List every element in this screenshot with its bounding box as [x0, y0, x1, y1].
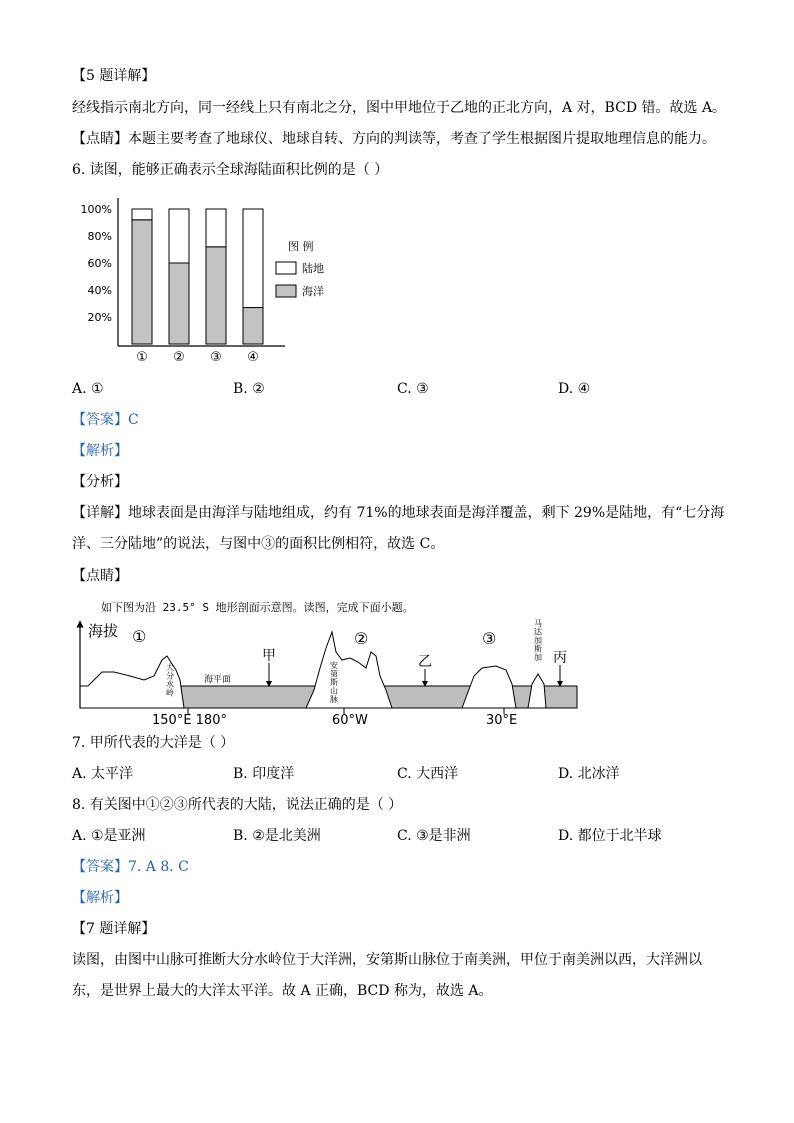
y-tick-label: 20% [87, 311, 112, 324]
range-label-great-dividing: 大分水岭 [166, 663, 174, 698]
q6-detail-line1: 【详解】地球表面是由海洋与陆地组成，约有 71%的地球表面是海洋覆盖，剩下 29%是陆地，有“七分海 [72, 505, 725, 521]
q8-answer: 【答案】7. A 8. C [72, 859, 189, 875]
category-label: ④ [247, 350, 259, 365]
q6-detail-line2: 洋、三分陆地”的说法，与图中③的面积比例相符，故选 C。 [72, 536, 445, 552]
q8-option-a[interactable]: A. ①是亚洲 [72, 828, 146, 844]
label-jia: 甲 [262, 648, 276, 664]
label-madagascar: 马达加斯加 [534, 619, 542, 662]
category-label: ③ [210, 350, 222, 365]
tick-label-60w: 60°W [332, 713, 368, 726]
q7-option-c[interactable]: C. 大西洋 [397, 766, 459, 782]
legend-swatch-land [276, 262, 296, 274]
continent-2-south-america [306, 632, 392, 708]
ocean-land-bar-chart [72, 196, 342, 368]
tick-label-150e-180: 150°E 180° [152, 713, 227, 726]
tick-label-30e: 30°E [486, 713, 518, 726]
q8-option-c[interactable]: C. ③是非洲 [397, 828, 471, 844]
q8-jiexi: 【解析】 [72, 890, 128, 906]
profile-label-2: ② [354, 629, 369, 648]
q6-option-a[interactable]: A. ① [72, 381, 104, 397]
category-label: ② [173, 350, 185, 365]
legend-label-ocean: 海洋 [302, 285, 324, 298]
profile-label-1: ① [132, 627, 147, 646]
terrain-profile-diagram [70, 614, 590, 726]
y-tick-label: 80% [87, 230, 112, 243]
bar-land-3 [206, 209, 226, 247]
y-tick-label: 100% [80, 203, 112, 216]
madagascar-island [528, 674, 546, 708]
label-yi: 乙 [418, 654, 432, 670]
profile-ylabel: 海拔 [88, 622, 119, 640]
q6-option-d[interactable]: D. ④ [558, 381, 591, 397]
q6-jiexi: 【解析】 [72, 443, 128, 459]
sec7-heading: 【7 题详解】 [72, 921, 156, 937]
profile-caption: 如下图为沿 23.5° S 地形剖面示意图。读图，完成下面小题。 [101, 601, 414, 614]
q6-option-b[interactable]: B. ② [233, 381, 265, 397]
legend-label-land: 陆地 [302, 262, 324, 275]
q7-stem: 7. 甲所代表的大洋是（ ） [72, 735, 235, 751]
bar-ocean-3 [206, 247, 226, 344]
bar-ocean-2 [169, 263, 189, 344]
y-tick-label: 60% [87, 257, 112, 270]
q6-answer: 【答案】C [72, 412, 139, 428]
q6-dianjing: 【点睛】 [72, 568, 128, 584]
range-label-andes: 安第斯山脉 [330, 661, 338, 704]
q8-stem: 8. 有关图中①②③所代表的大陆，说法正确的是（ ） [72, 797, 403, 813]
bar-land-4 [243, 209, 263, 308]
q7-option-d[interactable]: D. 北冰洋 [558, 766, 620, 782]
q7-option-a[interactable]: A. 太平洋 [72, 766, 134, 782]
label-bing: 丙 [553, 650, 567, 666]
sec5-dianjing: 【点睛】本题主要考查了地球仪、地球自转、方向的判读等，考查了学生根据图片提取地理信息的能力。 [72, 131, 716, 147]
sea-level-label: 海平面 [204, 675, 232, 685]
legend-swatch-ocean [276, 285, 296, 297]
bar-land-1 [132, 209, 152, 220]
bar-land-2 [169, 209, 189, 263]
sec7-line2: 东，是世界上最大的大洋太平洋。故 A 正确，BCD 称为，故选 A。 [72, 983, 493, 999]
sec7-line1: 读图，由图中山脉可推断大分水岭位于大洋洲，安第斯山脉位于南美洲，甲位于南美洲以西，大洋洲以 [72, 952, 702, 968]
q6-stem: 6. 读图，能够正确表示全球海陆面积比例的是（ ） [72, 162, 389, 178]
q7-option-b[interactable]: B. 印度洋 [233, 766, 295, 782]
q8-option-b[interactable]: B. ②是北美洲 [233, 828, 321, 844]
bar-ocean-1 [132, 220, 152, 344]
y-tick-label: 40% [87, 284, 112, 297]
sec5-heading: 【5 题详解】 [72, 68, 156, 84]
q6-fenxi: 【分析】 [72, 474, 128, 490]
bar-ocean-4 [243, 308, 263, 344]
q8-option-d[interactable]: D. 都位于北半球 [558, 828, 662, 844]
sec5-body: 经线指示南北方向，同一经线上只有南北之分，图中甲地位于乙地的正北方向，A 对，BCD 错。故选 A。 [72, 100, 727, 116]
continent-3-africa [462, 666, 516, 708]
q6-option-c[interactable]: C. ③ [397, 381, 429, 397]
profile-label-3: ③ [482, 629, 497, 648]
category-label: ① [136, 350, 148, 365]
legend-title: 图 例 [288, 240, 314, 253]
